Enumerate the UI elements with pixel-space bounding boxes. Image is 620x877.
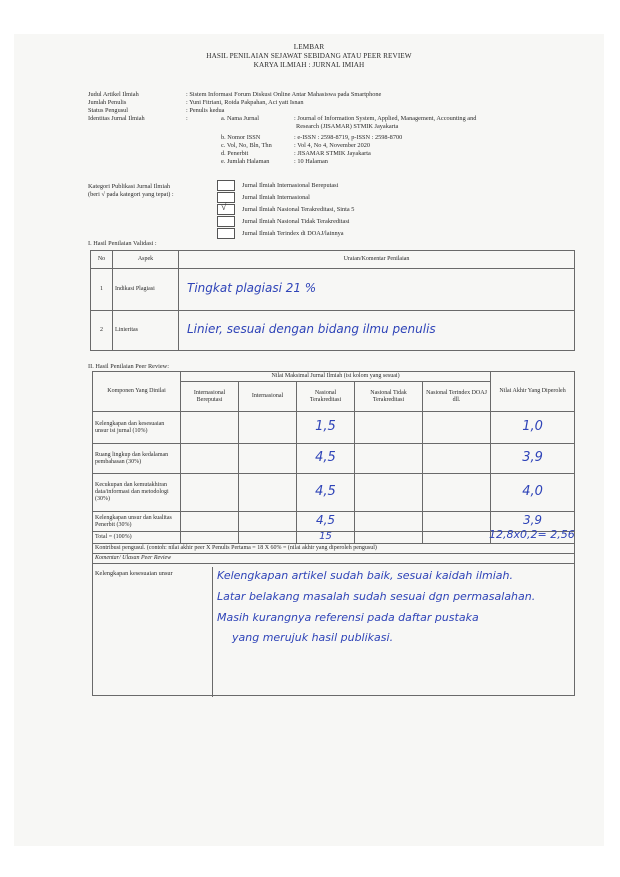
komentar-heading: Komentar/ Ulasan Peer Review: [93, 554, 575, 564]
validasi-heading: I. Hasil Penilaian Validasi :: [88, 240, 157, 247]
komentar-divider: [212, 567, 213, 697]
check-mark-icon: √: [221, 202, 227, 213]
kategori-checkbox[interactable]: [217, 180, 235, 191]
judul-value: : Sistem Informasi Forum Diskusi Online Antar Mahasiswa pada Smartphone: [186, 91, 382, 98]
field-label: d. Penerbit: [221, 150, 249, 157]
status-label: Status Pengusul: [88, 107, 129, 114]
row-aspek: Linieritas: [113, 311, 179, 351]
penulis-value: : Yuni Fitriani, Roida Pakpahan, Aci yatt Isnan: [186, 99, 304, 106]
status-value: : Penulis kedua: [186, 107, 225, 114]
field-label: a. Nama Jurnal: [221, 115, 259, 122]
col-header-komponen: Komponen Yang Dinilai: [93, 372, 181, 412]
field-label: b. Nomor ISSN: [221, 134, 261, 141]
col-header-nasional-terakreditasi: Nasional Terakreditasi: [297, 382, 355, 412]
doc-title-line1: LEMBAR: [293, 43, 325, 51]
validasi-table: [90, 250, 575, 351]
table-row: [93, 412, 575, 444]
field-value: : e-ISSN : 2598-8719, p-ISSN : 2598-8700: [294, 134, 403, 141]
field-value: : Journal of Information System, Applied, Management, Accounting and: [294, 115, 477, 122]
kategori-option-label: Jurnal Ilmiah Internasional: [242, 194, 310, 201]
kategori-checkbox[interactable]: [217, 216, 235, 227]
handwritten-score: 4,5: [315, 449, 336, 465]
handwritten-score: 4,0: [522, 483, 543, 499]
field-value: Research (JISAMAR) STMIK Jayakarta: [296, 123, 399, 130]
handwritten-score: 1,0: [522, 418, 543, 434]
identitas-colon: :: [186, 115, 188, 122]
handwritten-review-line: Latar belakang masalah sudah sesuai dgn permasalahan.: [217, 590, 536, 603]
field-value: : JISAMAR STMIK Jayakarta: [294, 150, 371, 157]
col-header-internasional-bereputasi: Internasional Bereputasi: [181, 382, 239, 412]
table-row: [93, 444, 575, 474]
field-label: c. Vol, No, Bln, Thn: [221, 142, 272, 149]
row-komponen: Ruang lingkup dan kedalaman pembahasan (30%): [93, 444, 181, 474]
field-value: : 10 Halaman: [294, 158, 328, 165]
col-header-no: No: [91, 251, 113, 269]
handwritten-score: 3,9: [522, 512, 543, 527]
komentar-cell: [93, 564, 575, 696]
col-header-aspek: Aspek: [113, 251, 179, 269]
col-header-nasional-terindex: Nasional Terindex DOAJ dll.: [423, 382, 491, 412]
penulis-label: Jumlah Penulis: [88, 99, 127, 106]
row-comment-cell: [179, 311, 575, 351]
handwritten-comment: Tingkat plagiasi 21 %: [187, 280, 317, 295]
row-no: 2: [91, 311, 113, 351]
handwritten-review-line: Kelengkapan artikel sudah baik, sesuai kaidah ilmiah.: [217, 569, 513, 582]
kategori-label: Kategori Publikasi Jurnal Ilmiah: [88, 183, 171, 190]
doc-title-line3: KARYA ILMIAH : JURNAL IMIAH: [253, 61, 365, 69]
row-aspek: Indikasi Plagiasi: [113, 269, 179, 311]
col-header-group: Nilai Maksimal Jurnal Ilmiah (isi kolom yang sesuai): [181, 372, 491, 382]
col-header-nasional-tidak: Nasional Tidak Terakreditasi: [355, 382, 423, 412]
row-no: 1: [91, 269, 113, 311]
handwritten-score: 4,5: [315, 483, 336, 499]
col-header-nilai-akhir: Nilai Akhir Yang Diperoleh: [491, 372, 575, 412]
col-header-internasional: Internasional: [239, 382, 297, 412]
handwritten-review-line: Masih kurangnya referensi pada daftar pustaka: [217, 611, 479, 624]
row-komponen: Kecukupan dan kemutakhiran data/informasi dan metodologi (30%): [93, 474, 181, 512]
handwritten-score: 1,5: [315, 418, 336, 434]
row-komponen: Kelengkapan unsur dan kualitas Penerbit (30%): [93, 512, 181, 532]
row-comment-cell: [179, 269, 575, 311]
identitas-label: Identitas Jurnal Ilmiah: [88, 115, 145, 122]
field-value: : Vol 4, No 4, November 2020: [294, 142, 371, 149]
handwritten-score: 3,9: [522, 449, 543, 465]
kontribusi-text: Kontribusi pengusul. (contoh: nilai akhir peer X Penulis Pertama = 18 X 60% = (nilai akhir yang diperoleh pengusul): [93, 544, 575, 554]
doc-title-line2: HASIL PENILAIAN SEJAWAT SEBIDANG ATAU PEER REVIEW: [206, 52, 412, 60]
row-komponen: Kelengkapan dan kesesuaian unsur isi jurnal (10%): [93, 412, 181, 444]
handwritten-final-score: 12,8x0,2= 2,56: [489, 528, 575, 541]
kategori-checkbox[interactable]: [217, 228, 235, 239]
kategori-option-label: Jurnal Ilmiah Nasional Tidak Terakreditasi: [242, 218, 350, 225]
handwritten-comment: Linier, sesuai dengan bidang ilmu penulis: [187, 321, 436, 336]
col-header-uraian: Uraian/Komentar Penilaian: [179, 251, 575, 269]
table-row: [91, 311, 575, 351]
total-label: Total = (100%): [93, 532, 181, 544]
kategori-option-label: Jurnal Ilmiah Terindex di DOAJ/lainnya: [242, 230, 344, 237]
table-row: [91, 269, 575, 311]
table-row: [93, 474, 575, 512]
handwritten-total: 15: [319, 531, 332, 542]
field-label: e. Jumlah Halaman: [221, 158, 270, 165]
handwritten-score: 4,5: [315, 512, 336, 527]
komentar-label: Kelengkapan kesesuaian unsur: [95, 570, 173, 577]
review-heading: II. Hasil Penilaian Peer Review:: [88, 363, 169, 370]
judul-label: Judul Artikel Ilmiah: [88, 91, 139, 98]
handwritten-review-line: yang merujuk hasil publikasi.: [232, 631, 394, 644]
kategori-option-label: Jurnal Ilmiah Nasional Terakreditasi, Sinta 5: [242, 206, 355, 213]
kategori-hint: (beri √ pada kategori yang tepat) :: [88, 191, 174, 198]
kategori-option-label: Jurnal Ilmiah Internasional Bereputasi: [242, 182, 339, 189]
kategori-checkbox-checked[interactable]: [217, 204, 235, 215]
